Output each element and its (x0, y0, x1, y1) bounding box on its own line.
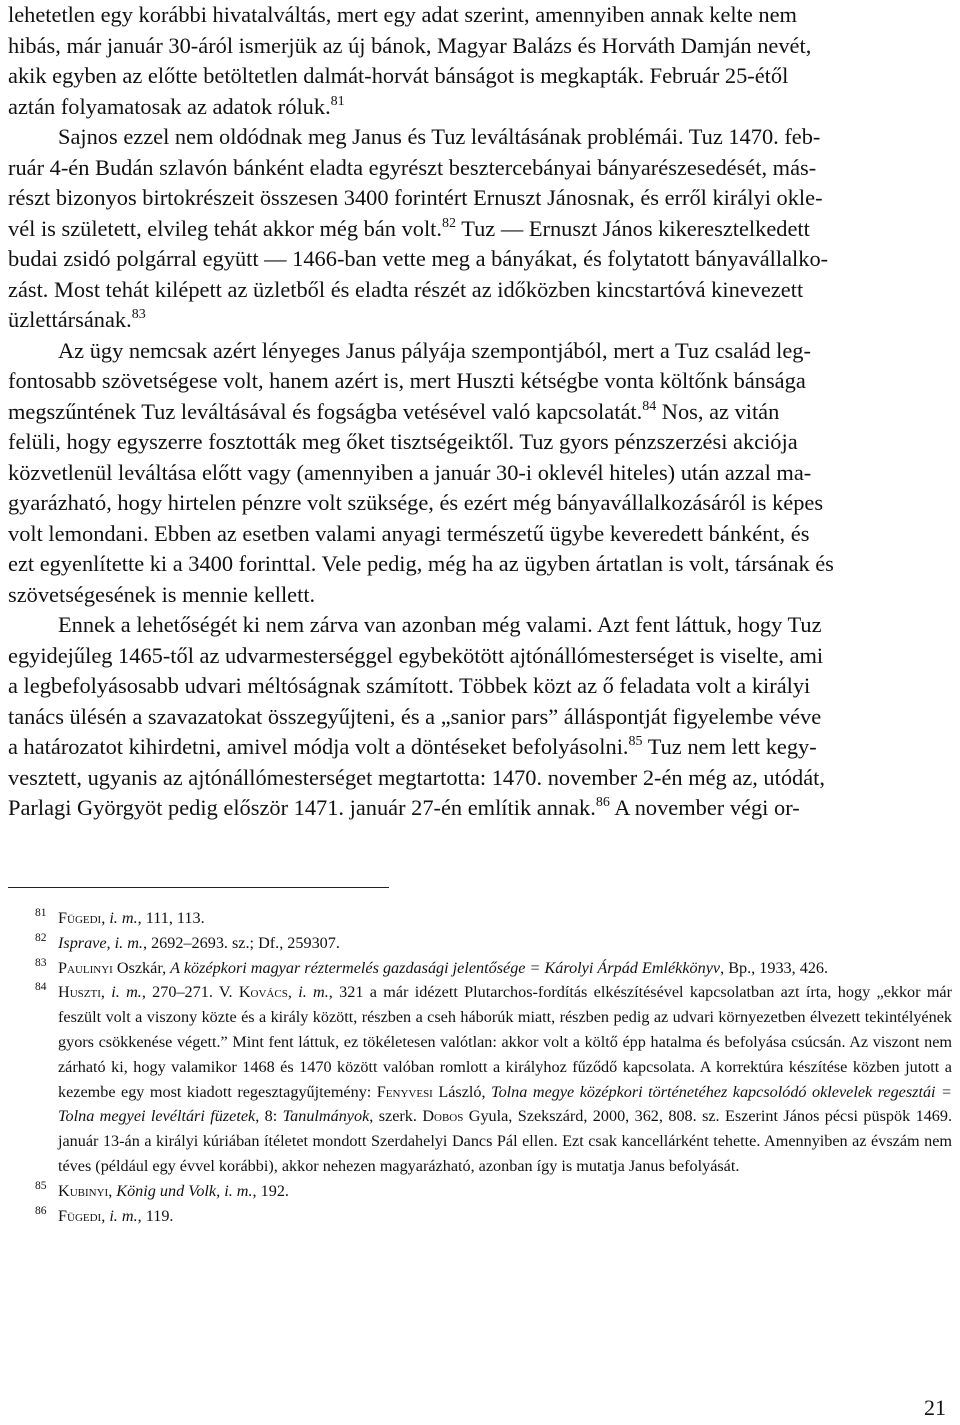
text-line: felüli, hogy egyszerre fosztották meg őket tisztségeiktől. Tuz gyors pénzszerzési akciója (8, 429, 798, 454)
author-name: Kubinyi (58, 1181, 109, 1200)
footnote-text: , 192. (252, 1181, 289, 1200)
text-line: közvetlenül leváltása előtt vagy (amennyiben a január 30-i oklevél hiteles) után azzal ma- (8, 459, 812, 485)
footnote-text: , (101, 909, 110, 927)
text-line: Az ügy nemcsak azért lényeges Janus pályája szempontjából, mert a Tuz család leg- (58, 337, 811, 363)
text-line: vél is született, elvileg tehát akkor még bán volt. (8, 215, 443, 241)
italic-citation: Tanulmányok (282, 1107, 370, 1126)
footnote-text: , 119. (137, 1206, 174, 1225)
paragraph (8, 0, 952, 122)
text-line: a legbefolyásosabb udvari méltóságnak számított. Többek közt az ő feladata volt a királyi (8, 673, 811, 698)
text-line: Tuz nem lett kegy- (642, 734, 817, 759)
text-line: üzlettársának. (8, 307, 132, 332)
text-line: vesztett, ugyanis az ajtónállómesterséget megtartotta: 1470. november 2-én még az, utódát, (8, 764, 825, 790)
footnote (8, 906, 952, 931)
footnote-text: , (100, 983, 112, 1002)
footnote-text: , (287, 983, 299, 1002)
text-line: gyarázható, hogy hirtelen pénzre volt szüksége, és ezért még bányavállalkozásáról is képes (8, 490, 824, 515)
text-line: tanács ülésén a szavazatokat összegyűjteni, és a „sanior pars” álláspontját figyelembe véve (8, 703, 822, 729)
footnote-text: , (101, 1206, 110, 1225)
text-line: Sajnos ezzel nem oldódnak meg Janus és Tuz leváltásának problémái. Tuz 1470. feb- (58, 124, 821, 149)
footnote-ref[interactable]: 82 (442, 215, 457, 231)
paragraph (8, 610, 952, 824)
footnote-separator (8, 887, 389, 888)
footnote-number: 83 (35, 956, 47, 969)
footnote-ref[interactable]: 85 (628, 734, 643, 749)
italic-citation: Tolna megye középkori történetéhez kapcsolódó oklevelek regesztái = Tolna megyei levéltári füzetek (58, 1082, 952, 1126)
text-line: zást. Most tehát kilépett az üzletből és eladta részét az időközben kincstartóvá kinevezett (8, 276, 804, 302)
italic-citation: i. m. (111, 983, 142, 1002)
italic-citation: Isprave, i. m. (58, 933, 143, 952)
paragraph (8, 336, 952, 611)
author-name: Fenyvesi (376, 1082, 433, 1101)
text-line: szövetségesének is mennie kellett. (8, 581, 316, 607)
text-line: aztán folyamatosak az adatok róluk. (8, 93, 331, 119)
footnote-number: 81 (35, 907, 47, 919)
author-name: Kovács (238, 983, 288, 1002)
text-line: lehetetlen egy korábbi hivatalváltás, mert egy adat szerint, amennyiben annak kelte nem (8, 2, 797, 27)
footnote-text: , szerk. (369, 1107, 423, 1126)
text-line: Tuz — Ernuszt János kikeresztelkedett (456, 215, 810, 241)
text-line: egyidejűleg 1465-től az udvarmesterséggel egybekötött ajtónállómesterséget is viselte, ami (8, 642, 824, 668)
text-line: hibás, már január 30-áról ismerjük az új bánok, Magyar Balázs és Horváth Damján nevét, (8, 32, 812, 58)
footnote (8, 956, 952, 981)
footnote-text: Gyula, Szekszárd, 2000, 362, 808. sz. Eszerint János pécsi püspök 1469. január 13-án a királyi kúriában ítéletet mondott Szerdahelyi Dancs Pál ellen. Ezt csak kancellárként tehette. Amennyiben az évszám nem téves (például egy évvel korábbi), akkor nehezen magyarázható, azonban így is mutatja Janus befolyását. (58, 1107, 953, 1175)
footnote-text: , 321 a már idézett Plutarchos-fordítás elkészítésével kapcsolatban azt írta, hogy „ekkor már feszült volt a viszony közte és a király között, részben a cseh háborúk miatt, részben pedig az udvari környezetben élvezett tekintélyének gyors csökkenése végett.” Mint fent láttuk, ez tökéletesen valótlan: akkor volt a költő épp hatalma és befolyása csúcsán. Az viszont nem zárható ki, hogy valamikor 1468 és 1470 között valóban romlott a királyhoz fűződő kapcsolata. A korrektúra készítése közben jutott a kezembe egy most kiadott regesztagyűjtemény: (58, 983, 952, 1101)
text-line: részt bizonyos birtokrészeit összesen 3400 forintért Ernuszt Jánosnak, és erről királyi okle- (8, 185, 823, 210)
text-line: a határozatot kihirdetni, amivel módja volt a döntéseket befolyásolni. (8, 734, 629, 759)
footnote-text: , Bp., 1933, 426. (720, 958, 829, 977)
text-line: A november végi or- (609, 795, 800, 820)
footnote-text: , (108, 1181, 117, 1200)
footnote-text: , 270–271. V. (141, 983, 239, 1002)
footnote-text: Oszkár, (112, 958, 171, 977)
text-line: volt lemondani. Ebben az esetben valami anyagi természetű ügybe keveredett bánként, és (8, 520, 810, 546)
footnote (8, 1204, 952, 1229)
text-line: budai zsidó polgárral együtt — 1466-ban vette meg a bányákat, és folytatott bányavállalko- (8, 246, 829, 271)
text-line: akik egyben az előtte betöltetlen dalmát-horvát bánságot is megkapták. Február 25-étől (8, 63, 789, 88)
footnote-text: , 111, 113. (137, 909, 205, 927)
footnote-text: , 8: (255, 1107, 283, 1126)
page-number: 21 (924, 1395, 946, 1420)
footnote (8, 931, 952, 956)
text-line: fontosabb szövetségese volt, hanem azért is, mert Huszti kétségbe vonta költőnk bánsága (8, 368, 806, 393)
footnote-number: 85 (35, 1179, 47, 1192)
text-line: ruár 4-én Budán szlavón bánként eladta egyrészt besztercebányai bányarészesedését, más- (8, 154, 817, 180)
footnote-ref[interactable]: 83 (131, 307, 146, 322)
paragraph (8, 122, 952, 336)
footnote-ref[interactable]: 84 (642, 398, 657, 414)
italic-citation: i. m. (109, 1206, 138, 1225)
author-name: Dobos (422, 1107, 464, 1126)
footnote-number: 82 (35, 931, 47, 944)
footnote (8, 980, 952, 1178)
text-line: ezt egyenlítette ki a 3400 forinttal. Vele pedig, még ha az ügyben ártatlan is volt, társának és (8, 551, 834, 576)
author-name: Fügedi (58, 1206, 102, 1225)
footnote (8, 1179, 952, 1204)
footnote-text: , 2692–2693. sz.; Df., 259307. (142, 933, 340, 952)
text-line: Ennek a lehetőségét ki nem zárva van azonban még valami. Azt fent láttuk, hogy Tuz (58, 612, 822, 637)
footnotes (8, 906, 952, 1228)
author-name: Fügedi (58, 909, 102, 927)
author-name: Huszti (58, 983, 101, 1002)
footnote-ref[interactable]: 86 (595, 795, 610, 810)
footnote-number: 84 (35, 981, 47, 994)
text-line: megszűntének Tuz leváltásával és fogságba vetésével való kapcsolatát. (8, 398, 643, 424)
italic-citation: König und Volk, i. m. (116, 1181, 253, 1200)
footnote-ref[interactable]: 81 (330, 93, 345, 109)
author-name: Paulinyi (58, 958, 113, 977)
italic-citation: A középkori magyar réztermelés gazdasági jelentősége = Károlyi Árpád Emlékkönyv (170, 958, 721, 977)
text-line: Nos, az vitán (656, 398, 780, 424)
italic-citation: i. m. (298, 983, 329, 1002)
text-line: Parlagi Györgyöt pedig először 1471. január 27-én említik annak. (8, 795, 596, 820)
footnote-text: László, (432, 1082, 492, 1101)
italic-citation: i. m. (109, 909, 138, 927)
body-text (8, 0, 952, 824)
footnote-number: 86 (35, 1204, 47, 1217)
